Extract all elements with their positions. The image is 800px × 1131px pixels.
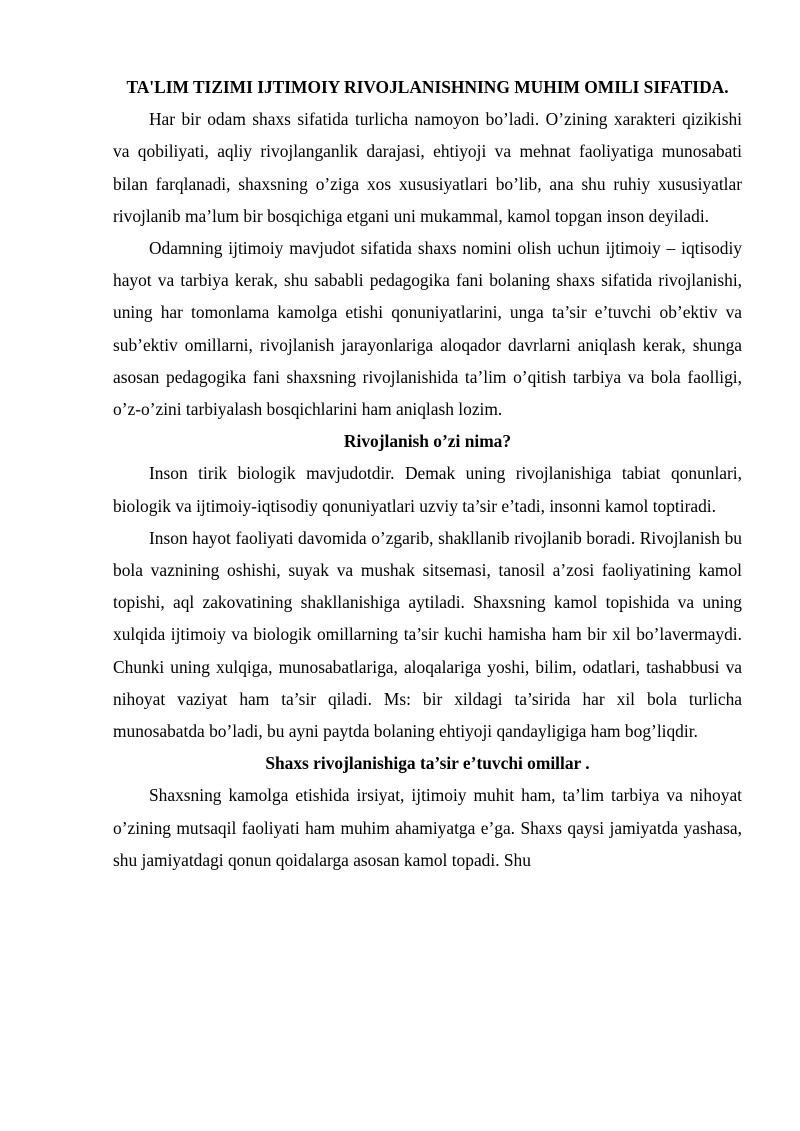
- paragraph-hayot-faoliyati: Inson hayot faoliyati davomida o’zgarib, shakllanib rivojlanib boradi. Rivojlanish bu bola vaznining oshishi, suyak va mushak sitsemasi, tanosil a’zosi faoliyatining kamol topishi, aql zakovatining shakllanishiga aytiladi. Shaxsning kamol topishida va uning xulqida ijtimoiy va biologik omillarning ta’sir kuchi hamisha ham bir xil bo’lavermaydi. Chunki uning xulqiga, munosabatlariga, aloqalariga yoshi, bilim, odatlari, tashabbusi va nihoyat vaziyat ham ta’sir qiladi. Ms: bir xildagi ta’sirida har xil bola turlicha munosabatda bo’ladi, bu ayni paytda bolaning ehtiyoji qandayligiga ham bog’liqdir.: [113, 527, 742, 742]
- paragraph-shaxs-namoyon: Har bir odam shaxs sifatida turlicha namoyon bo’ladi. O’zining xarakteri qizikishi va qobiliyati, aqliy rivojlanganlik darajasi, ehtiyoji va mehnat faoliyatiga munosabati bilan farqlanadi, shaxsning o’ziga xos xususiyatlari bo’lib, ana shu ruhiy xususiyatlar rivojlanib ma’lum bir bosqichiga etgani uni mukammal, kamol topgan inson deyiladi.: [113, 109, 742, 226]
- section-heading-rivojlanish: Rivojlanish o’zi nima?: [343, 431, 512, 452]
- paragraph-biologik-mavjudot: Inson tirik biologik mavjudotdir. Demak uning rivojlanishiga tabiat qonunlari, biologik va ijtimoiy-iqtisodiy qonuniyatlari uzviy ta’sir e’tadi, insonni kamol toptiradi.: [113, 463, 742, 516]
- paragraph-kamolga-etish: Shaxsning kamolga etishida irsiyat, ijtimoiy muhit ham, ta’lim tarbiya va nihoyat o’zining mutsaqil faoliyati ham muhim ahamiyatga e’ga. Shaxs qaysi jamiyatda yashasa, shu jamiyatdagi qonun qoidalarga asosan kamol topadi. Shu: [113, 785, 742, 870]
- paragraph-ijtimoiy-mavjudot: Odamning ijtimoiy mavjudot sifatida shaxs nomini olish uchun ijtimoiy – iqtisodiy hayot va tarbiya kerak, shu sababli pedagogika fani bolaning shaxs sifatida rivojlanishi, uning har tomonlama kamolga etishi qonuniyatlarini, unga ta’sir e’tuvchi ob’ektiv va sub’ektiv omillarni, rivojlanish jarayonlariga aloqador davrlarni aniqlash kerak, shunga asosan pedagogika fani shaxsning rivojlanishida ta’lim o’qitish tarbiya va bola faolligi, o’z-o’zini tarbiyalash bosqichlarini ham aniqlash lozim.: [113, 238, 742, 420]
- document-page: [113, 68, 742, 876]
- section-heading-omillar: Shaxs rivojlanishiga ta’sir e’tuvchi omillar .: [265, 753, 590, 774]
- document-title: TA'LIM TIZIMI IJTIMOIY RIVOJLANISHNING MUHIM OMILI SIFATIDA.: [126, 77, 729, 97]
